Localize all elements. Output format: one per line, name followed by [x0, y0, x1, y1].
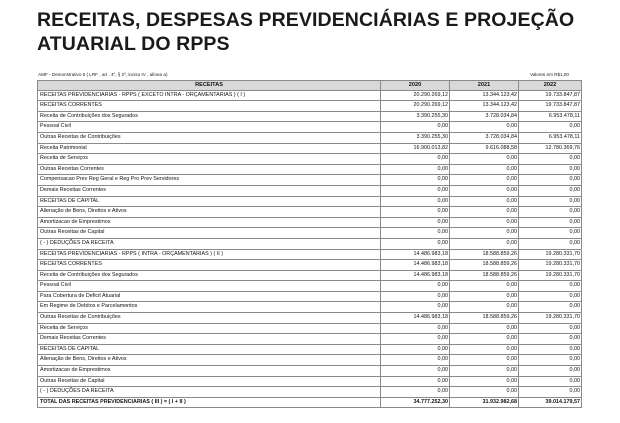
table-row [38, 207, 582, 218]
row-label: Demais Receitas Correntes [38, 185, 381, 196]
value-2022: 19.280.331,70 [519, 260, 582, 271]
table-row [38, 164, 582, 175]
table-row [38, 334, 582, 345]
value-2020: 0,00 [381, 334, 450, 345]
value-2022: 0,00 [519, 185, 582, 196]
table-row [38, 111, 582, 122]
value-2021: 18.588.859,26 [450, 313, 519, 324]
value-2021: 0,00 [450, 217, 519, 228]
row-label: Para Cobertura de Deficit Atuarial [38, 291, 381, 302]
value-2021: 3.728.034,84 [450, 111, 519, 122]
value-2021: 18.588.859,26 [450, 260, 519, 271]
value-2020: 0,00 [381, 228, 450, 239]
value-2021: 0,00 [450, 228, 519, 239]
value-2021: 13.344.123,42 [450, 90, 519, 101]
value-2021: 13.344.123,42 [450, 101, 519, 112]
value-2022: 19.280.331,70 [519, 313, 582, 324]
row-label: ( - ) DEDUÇÕES DA RECEITA [38, 238, 381, 249]
value-2022: 19.280.331,70 [519, 270, 582, 281]
value-2022: 19.733.847,87 [519, 90, 582, 101]
row-label: RECEITAS DE CAPITAL [38, 344, 381, 355]
page-title: RECEITAS, DESPESAS PREVIDENCIÁRIAS E PROJEÇÃO ATUARIAL DO RPPS [37, 9, 575, 55]
value-2021: 3.728.034,84 [450, 132, 519, 143]
table-row [38, 185, 582, 196]
value-2022: 12.780.369,76 [519, 143, 582, 154]
value-2022: 0,00 [519, 281, 582, 292]
table-row [38, 323, 582, 334]
header-2022: 2022 [519, 81, 582, 91]
value-2020: 0,00 [381, 175, 450, 186]
header-2021: 2021 [450, 81, 519, 91]
table-row [38, 154, 582, 165]
table-header-row [38, 81, 582, 91]
row-label: Outras Receitas de Contribuições [38, 132, 381, 143]
value-2022: 0,00 [519, 175, 582, 186]
value-2020: 20.290.269,12 [381, 101, 450, 112]
value-2021: 0,00 [450, 154, 519, 165]
table-row [38, 260, 582, 271]
table-row [38, 366, 582, 377]
value-2022: 0,00 [519, 164, 582, 175]
value-2020: 0,00 [381, 207, 450, 218]
value-2021: 0,00 [450, 164, 519, 175]
table-row [38, 344, 582, 355]
table-row [38, 249, 582, 260]
value-2022: 0,00 [519, 238, 582, 249]
row-label: Receita de Serviços [38, 323, 381, 334]
table-row [38, 143, 582, 154]
value-2020: 0,00 [381, 281, 450, 292]
value-2021: 18.588.859,26 [450, 249, 519, 260]
value-2022: 19.280.331,70 [519, 249, 582, 260]
table-row [38, 90, 582, 101]
value-2020: 16.900.013,82 [381, 143, 450, 154]
value-2022: 0,00 [519, 196, 582, 207]
table-row [38, 291, 582, 302]
row-label: Compensacao Prev Reg Geral e Reg Pro Prev Servidores [38, 175, 381, 186]
row-label: Demais Receitas Correntes [38, 334, 381, 345]
value-2020: 3.390.255,30 [381, 132, 450, 143]
table-row [38, 132, 582, 143]
table-row [38, 238, 582, 249]
value-2021: 0,00 [450, 344, 519, 355]
row-label: RECEITAS PREVIDENCIARIAS - RPPS ( EXCETO INTRA - ORÇAMENTARIAS ) ( I ) [38, 90, 381, 101]
table-row [38, 387, 582, 398]
total-2022: 39.014.179,57 [519, 397, 582, 408]
row-label: RECEITAS DE CAPITAL [38, 196, 381, 207]
value-2020: 14.486.983,18 [381, 249, 450, 260]
value-2022: 0,00 [519, 154, 582, 165]
total-2021: 31.932.982,68 [450, 397, 519, 408]
row-label: RECEITAS PREVIDENCIARIAS - RPPS ( INTRA - ORÇAMENTARIAS ) ( II ) [38, 249, 381, 260]
value-2020: 3.390.255,30 [381, 111, 450, 122]
row-label: Em Regime de Debitos e Parcelamentos [38, 302, 381, 313]
value-2021: 9.616.088,58 [450, 143, 519, 154]
value-2021: 0,00 [450, 281, 519, 292]
value-2022: 0,00 [519, 302, 582, 313]
value-2021: 0,00 [450, 185, 519, 196]
value-2022: 6.953.478,11 [519, 111, 582, 122]
row-label: Receita Patrimonial [38, 143, 381, 154]
header-receitas: RECEITAS [38, 81, 381, 91]
value-2020: 0,00 [381, 387, 450, 398]
table-row [38, 376, 582, 387]
value-2022: 0,00 [519, 366, 582, 377]
row-label: Outras Receitas de Contribuições [38, 313, 381, 324]
value-2020: 20.290.269,12 [381, 90, 450, 101]
table-row [38, 217, 582, 228]
value-2022: 0,00 [519, 291, 582, 302]
table-body [38, 90, 582, 408]
value-2022: 0,00 [519, 323, 582, 334]
row-label: Outras Receitas Correntes [38, 164, 381, 175]
table-row [38, 281, 582, 292]
value-2021: 18.588.859,26 [450, 270, 519, 281]
revenue-table [37, 80, 582, 408]
row-label: RECEITAS CORRENTES [38, 260, 381, 271]
value-2020: 0,00 [381, 376, 450, 387]
value-2022: 6.953.478,11 [519, 132, 582, 143]
value-2022: 0,00 [519, 387, 582, 398]
value-2021: 0,00 [450, 196, 519, 207]
value-2022: 0,00 [519, 207, 582, 218]
row-label: RECEITAS CORRENTES [38, 101, 381, 112]
value-2020: 0,00 [381, 196, 450, 207]
row-label: Amortizacao de Emprestimos [38, 366, 381, 377]
value-2022: 0,00 [519, 228, 582, 239]
table-row [38, 175, 582, 186]
value-2020: 14.486.983,18 [381, 260, 450, 271]
value-2020: 0,00 [381, 164, 450, 175]
value-2021: 0,00 [450, 175, 519, 186]
table-row [38, 101, 582, 112]
units-note: Valores em R$1,00 [530, 72, 569, 77]
value-2021: 0,00 [450, 366, 519, 377]
value-2022: 0,00 [519, 122, 582, 133]
value-2020: 0,00 [381, 217, 450, 228]
value-2021: 0,00 [450, 323, 519, 334]
value-2021: 0,00 [450, 355, 519, 366]
value-2020: 0,00 [381, 185, 450, 196]
value-2020: 0,00 [381, 344, 450, 355]
value-2020: 0,00 [381, 238, 450, 249]
row-label: Alienação de Bens, Direitos e Ativos [38, 207, 381, 218]
value-2020: 0,00 [381, 291, 450, 302]
value-2021: 0,00 [450, 387, 519, 398]
row-label: Pessoal Civil [38, 281, 381, 292]
row-label: Outras Receitas de Capital [38, 376, 381, 387]
value-2020: 0,00 [381, 366, 450, 377]
value-2020: 14.486.983,18 [381, 313, 450, 324]
table-row [38, 196, 582, 207]
value-2021: 0,00 [450, 334, 519, 345]
total-label: TOTAL DAS RECEITAS PREVIDENCIARIAS ( III ) = ( I + II ) [38, 397, 381, 408]
value-2021: 0,00 [450, 302, 519, 313]
value-2021: 0,00 [450, 122, 519, 133]
source-note: AMF - Demonstrativo 6 ( LRF , art . 4º, § 2º, inciso IV , alínea a) [38, 72, 168, 77]
value-2020: 0,00 [381, 122, 450, 133]
value-2021: 0,00 [450, 238, 519, 249]
value-2022: 0,00 [519, 334, 582, 345]
table-row [38, 122, 582, 133]
table-row [38, 228, 582, 239]
value-2022: 0,00 [519, 355, 582, 366]
value-2020: 14.486.983,18 [381, 270, 450, 281]
row-label: Receita de Serviços [38, 154, 381, 165]
row-label: Amortizacao de Emprestimos [38, 217, 381, 228]
value-2020: 0,00 [381, 323, 450, 334]
table-row [38, 302, 582, 313]
value-2022: 0,00 [519, 344, 582, 355]
row-label: ( - ) DEDUÇÕES DA RECEITA [38, 387, 381, 398]
value-2021: 0,00 [450, 291, 519, 302]
value-2021: 0,00 [450, 207, 519, 218]
table-row [38, 313, 582, 324]
value-2022: 0,00 [519, 376, 582, 387]
total-2020: 34.777.252,30 [381, 397, 450, 408]
row-label: Pessoal Civil [38, 122, 381, 133]
row-label: Receita de Contribuições dos Segurados [38, 270, 381, 281]
value-2020: 0,00 [381, 154, 450, 165]
value-2022: 0,00 [519, 217, 582, 228]
table-total-row [38, 397, 582, 408]
row-label: Receita de Contribuições dos Segurados [38, 111, 381, 122]
row-label: Outras Receitas de Capital [38, 228, 381, 239]
value-2020: 0,00 [381, 355, 450, 366]
row-label: Alienação de Bens, Direitos e Ativos [38, 355, 381, 366]
table-row [38, 270, 582, 281]
header-2020: 2020 [381, 81, 450, 91]
value-2022: 19.733.847,87 [519, 101, 582, 112]
value-2021: 0,00 [450, 376, 519, 387]
table-row [38, 355, 582, 366]
value-2020: 0,00 [381, 302, 450, 313]
